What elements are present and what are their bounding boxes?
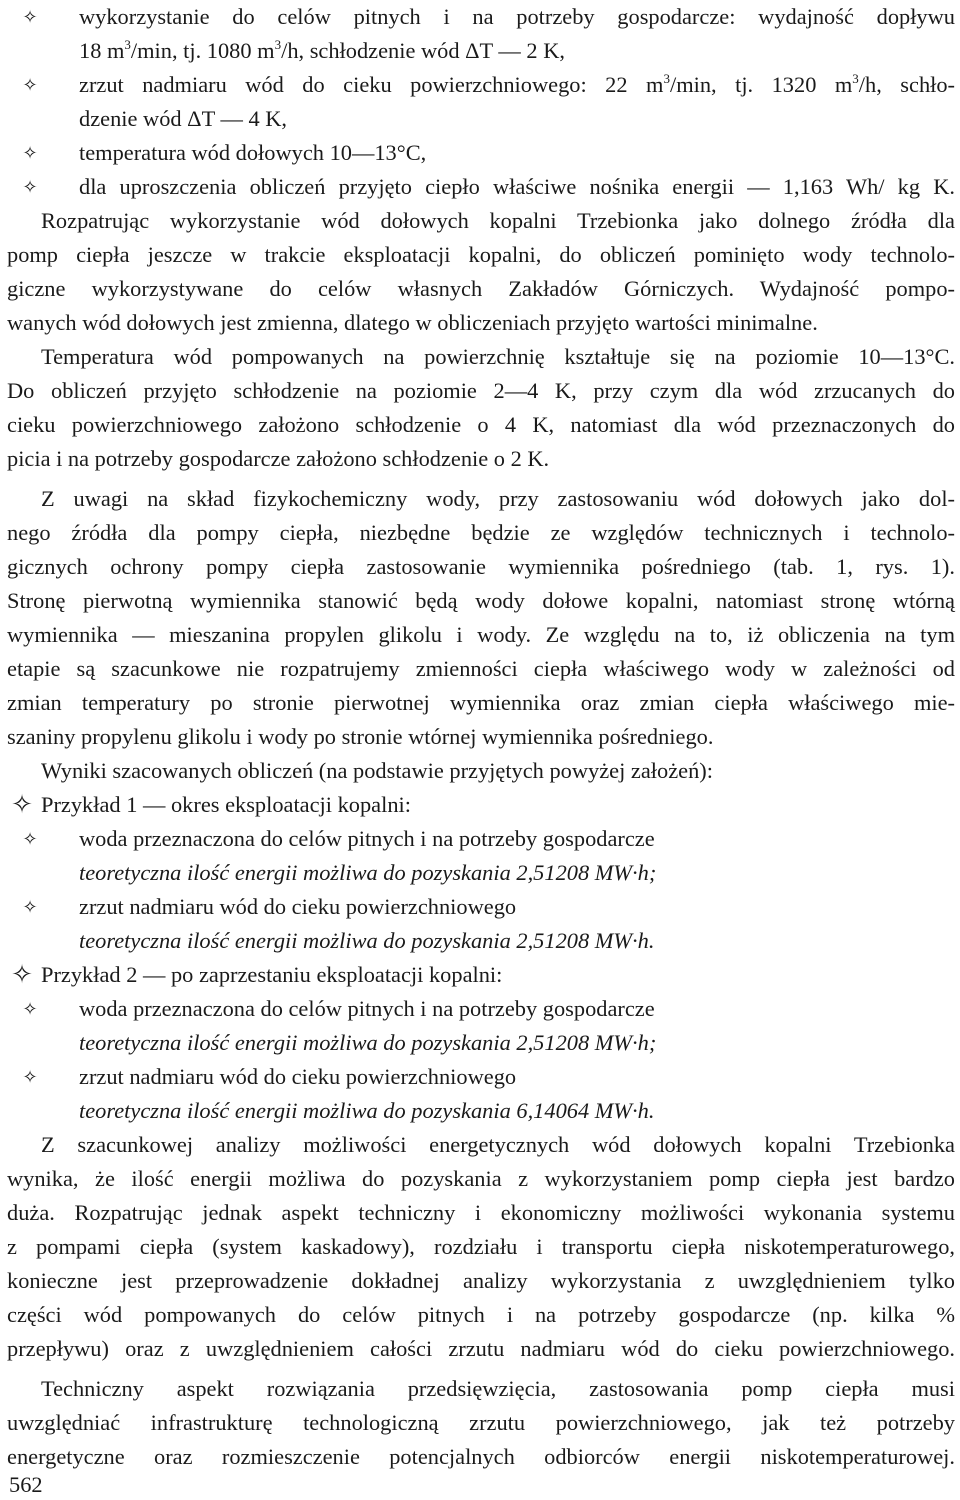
text-line: konieczne jest przeprowadzenie dokładnej analizy wykorzystania z uwzględnieniem tylko — [7, 1268, 955, 1293]
text-line: szaniny propylenu glikolu i wody po stronie wtórnej wymiennika pośredniego. — [7, 724, 714, 749]
diamond-bullet-icon: ✧ — [22, 75, 38, 95]
text-line: energetyczne oraz rozmieszczenie potencjalnych odbiorców energii niskotemperaturowej. — [7, 1444, 955, 1469]
example-heading: Przykład 2 — po zaprzestaniu eksploatacji kopalni: — [41, 962, 503, 987]
text-line: woda przeznaczona do celów pitnych i na potrzeby gospodarcze — [79, 996, 655, 1021]
text-line: Wyniki szacowanych obliczeń (na podstawie przyjętych powyżej założeń): — [41, 758, 713, 783]
diamond-bullet-icon: ✧ — [22, 7, 38, 27]
text-line: gicznych ochrony pompy ciepła zastosowanie wymiennika pośredniego (tab. 1, rys. 1). — [7, 554, 955, 579]
text-line: wanych wód dołowych jest zmienna, dlatego w obliczeniach przyjęto wartości minimalne. — [7, 310, 818, 335]
diamond-bullet-icon: ✧ — [22, 177, 38, 197]
text-line: pomp ciepła jeszcze w trakcie eksploatacji kopalni, do obliczeń pominięto wody technolo- — [7, 242, 955, 267]
text-line: zrzut nadmiaru wód do cieku powierzchniowego — [79, 1064, 517, 1089]
diamond-bullet-icon: ✧ — [22, 897, 38, 917]
diamond-bullet-icon: ✧ — [11, 790, 33, 819]
text-line: zrzut nadmiaru wód do cieku powierzchniowego: 22 $m^3/\min$, tj. 1320 $m^3/h$, schło- — [79, 71, 956, 97]
text-line: 18 $m^3/\min$, tj. 1080 $m^3/h$, schłodzenie wód ΔT — 2 K, — [79, 37, 565, 63]
example-heading: Przykład 1 — okres eksploatacji kopalni: — [41, 792, 411, 817]
page-number: 562 — [9, 1472, 43, 1497]
text-line: Z szacunkowej analizy możliwości energetycznych wód dołowych kopalni Trzebionka — [41, 1132, 955, 1157]
text-line: uwzględniać infrastrukturę technologiczną zrzutu powierzchniowego, jak też potrzeby — [7, 1410, 955, 1435]
text-line: giczne wykorzystywane do celów własnych Zakładów Górniczych. Wydajność pompo- — [7, 276, 955, 301]
text-line: woda przeznaczona do celów pitnych i na potrzeby gospodarcze — [79, 826, 655, 851]
text-line: Z uwagi na skład fizykochemiczny wody, przy zastosowaniu wód dołowych jako dol- — [41, 486, 955, 511]
diamond-bullet-icon: ✧ — [22, 829, 38, 849]
text-line: Temperatura wód pompowanych na powierzchnię kształtuje się na poziomie 10—13°C. — [41, 344, 955, 369]
text-line: wymiennika — mieszanina propylen glikolu i wody. Ze względu na to, iż obliczenia na tym — [7, 622, 955, 647]
text-line: dzenie wód ΔT — 4 K, — [79, 106, 287, 131]
text-line: zmian temperatury po stronie pierwotnej wymiennika oraz zmian ciepła właściwego mie- — [7, 690, 955, 715]
diamond-bullet-icon: ✧ — [22, 1067, 38, 1087]
text-line: przepływu) oraz z uwzględnieniem całości zrzutu nadmiaru wód do cieku powierzchniowego. — [7, 1336, 955, 1361]
text-line: wykorzystanie do celów pitnych i na potrzeby gospodarcze: wydajność dopływu — [79, 4, 955, 29]
text-line: Stronę pierwotną wymiennika stanowić będą wody dołowe kopalni, natomiast stronę wtórną — [7, 588, 955, 613]
text-line: etapie są szacunkowe nie rozpatrujemy zmienności ciepła właściwego wody w zależności od — [7, 656, 955, 681]
diamond-bullet-icon: ✧ — [22, 999, 38, 1019]
text-line: zrzut nadmiaru wód do cieku powierzchniowego — [79, 894, 517, 919]
diamond-bullet-icon: ✧ — [22, 143, 38, 163]
text-line: picia i na potrzeby gospodarcze założono schłodzenie o 2 K. — [7, 446, 550, 471]
energy-result-line: teoretyczna ilość energii możliwa do pozyskania 6,14064 MW·h. — [79, 1098, 655, 1123]
text-line: z pompami ciepła (system kaskadowy), rozdziału i transportu ciepła niskotemperaturowego, — [7, 1234, 955, 1259]
text-line: Do obliczeń przyjęto schłodzenie na poziomie 2—4 K, przy czym dla wód zrzucanych do — [7, 378, 955, 403]
text-line: duża. Rozpatrując jednak aspekt techniczny i ekonomiczny możliwości wykonania systemu — [7, 1200, 955, 1225]
text-line: Techniczny aspekt rozwiązania przedsięwzięcia, zastosowania pomp ciepła musi — [41, 1376, 955, 1401]
text-line: Rozpatrując wykorzystanie wód dołowych kopalni Trzebionka jako dolnego źródła dla — [41, 208, 955, 233]
text-line: części wód pompowanych do celów pitnych i na potrzeby gospodarcze (np. kilka % — [7, 1302, 955, 1327]
text-line: wynika, że ilość energii możliwa do pozyskania z wykorzystaniem pomp ciepła jest bardzo — [7, 1166, 955, 1191]
text-line: cieku powierzchniowego założono schłodzenie o 4 K, natomiast dla wód przeznaczonych do — [7, 412, 955, 437]
text-line: nego źródła dla pompy ciepła, niezbędne będzie ze względów technicznych i technolo- — [7, 520, 955, 545]
energy-result-line: teoretyczna ilość energii możliwa do pozyskania 2,51208 MW·h; — [79, 1030, 657, 1055]
text-line: temperatura wód dołowych 10—13°C, — [79, 140, 427, 165]
energy-result-line: teoretyczna ilość energii możliwa do pozyskania 2,51208 MW·h; — [79, 860, 657, 885]
text-line: dla uproszczenia obliczeń przyjęto ciepło właściwe nośnika energii — 1,163 Wh/ kg K. — [79, 174, 955, 199]
diamond-bullet-icon: ✧ — [11, 960, 33, 989]
energy-result-line: teoretyczna ilość energii możliwa do pozyskania 2,51208 MW·h. — [79, 928, 655, 953]
